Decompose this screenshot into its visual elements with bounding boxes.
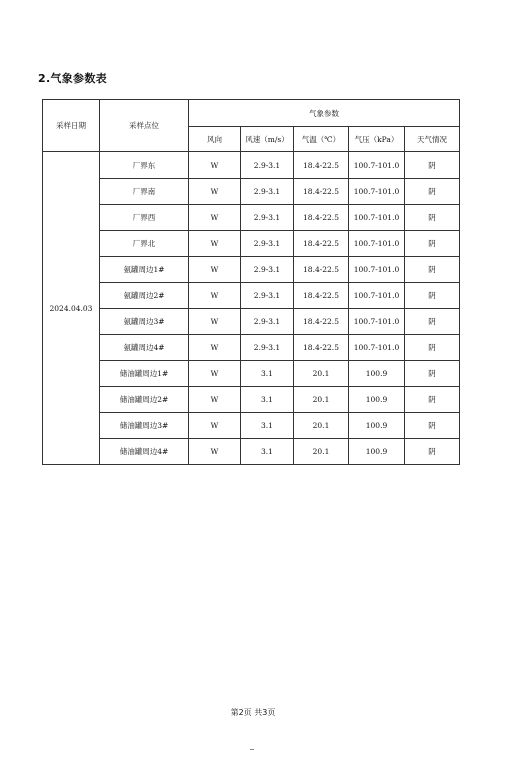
wind-speed-cell: 2.9-3.1 [241,231,294,257]
wind-speed-cell: 2.9-3.1 [241,152,294,179]
temperature-cell: 18.4-22.5 [294,231,349,257]
wind-speed-cell: 2.9-3.1 [241,179,294,205]
header-weather: 天气情况 [405,127,460,152]
temperature-cell: 20.1 [294,361,349,387]
table-row [43,152,460,179]
temperature-cell: 18.4-22.5 [294,309,349,335]
wind-direction-cell: W [189,361,241,387]
temperature-cell: 18.4-22.5 [294,257,349,283]
table-row [43,439,460,465]
wind-direction-cell: W [189,387,241,413]
wind-speed-cell: 3.1 [241,439,294,465]
table-row [43,387,460,413]
wind-direction-cell: W [189,283,241,309]
table-row [43,283,460,309]
wind-speed-cell: 2.9-3.1 [241,257,294,283]
pressure-cell: 100.7-101.0 [349,231,405,257]
wind-speed-cell: 2.9-3.1 [241,205,294,231]
weather-cell: 阴 [405,387,460,413]
table-row [43,231,460,257]
header-sampling-date: 采样日期 [43,100,100,152]
scan-mark [250,749,254,750]
wind-direction-cell: W [189,179,241,205]
header-meteorological-parameters: 气象参数 [189,100,460,127]
wind-speed-cell: 3.1 [241,387,294,413]
weather-cell: 阴 [405,283,460,309]
wind-direction-cell: W [189,413,241,439]
wind-speed-cell: 2.9-3.1 [241,309,294,335]
pressure-cell: 100.9 [349,439,405,465]
sampling-point-cell: 厂界东 [100,152,189,179]
pressure-cell: 100.9 [349,387,405,413]
meteorological-parameters-table [42,99,460,465]
sampling-point-cell: 厂界西 [100,205,189,231]
weather-cell: 阴 [405,335,460,361]
pressure-cell: 100.7-101.0 [349,257,405,283]
header-row-1 [43,100,460,127]
temperature-cell: 20.1 [294,413,349,439]
wind-direction-cell: W [189,152,241,179]
table-row [43,413,460,439]
header-temperature: 气温（℃） [294,127,349,152]
header-wind-speed: 风速（m/s） [241,127,294,152]
sampling-point-cell: 氨罐周边2# [100,283,189,309]
sampling-point-cell: 储油罐周边4# [100,439,189,465]
pressure-cell: 100.9 [349,361,405,387]
header-wind-direction: 风向 [189,127,241,152]
pressure-cell: 100.7-101.0 [349,179,405,205]
wind-speed-cell: 3.1 [241,413,294,439]
wind-direction-cell: W [189,205,241,231]
weather-cell: 阴 [405,413,460,439]
sampling-point-cell: 氨罐周边4# [100,335,189,361]
weather-cell: 阴 [405,439,460,465]
pressure-cell: 100.7-101.0 [349,283,405,309]
table-row [43,205,460,231]
section-title: 2.气象参数表 [38,72,107,85]
page-footer: 第2页 共3页 [230,708,276,717]
pressure-cell: 100.7-101.0 [349,152,405,179]
wind-direction-cell: W [189,257,241,283]
weather-cell: 阴 [405,152,460,179]
wind-speed-cell: 2.9-3.1 [241,283,294,309]
table-row [43,309,460,335]
sampling-point-cell: 储油罐周边2# [100,387,189,413]
weather-cell: 阴 [405,257,460,283]
wind-direction-cell: W [189,309,241,335]
table-row [43,335,460,361]
pressure-cell: 100.7-101.0 [349,205,405,231]
header-sampling-point: 采样点位 [100,100,189,152]
sampling-point-cell: 厂界北 [100,231,189,257]
table-body [43,152,460,465]
wind-speed-cell: 3.1 [241,361,294,387]
temperature-cell: 20.1 [294,439,349,465]
table-row [43,257,460,283]
temperature-cell: 20.1 [294,387,349,413]
temperature-cell: 18.4-22.5 [294,335,349,361]
weather-cell: 阴 [405,179,460,205]
table-row [43,361,460,387]
weather-cell: 阴 [405,231,460,257]
weather-cell: 阴 [405,309,460,335]
header-pressure: 气压（kPa） [349,127,405,152]
sampling-point-cell: 氨罐周边1# [100,257,189,283]
pressure-cell: 100.7-101.0 [349,335,405,361]
temperature-cell: 18.4-22.5 [294,283,349,309]
temperature-cell: 18.4-22.5 [294,205,349,231]
sampling-point-cell: 氨罐周边3# [100,309,189,335]
sampling-point-cell: 储油罐周边1# [100,361,189,387]
pressure-cell: 100.9 [349,413,405,439]
pressure-cell: 100.7-101.0 [349,309,405,335]
wind-direction-cell: W [189,439,241,465]
wind-direction-cell: W [189,231,241,257]
weather-cell: 阴 [405,205,460,231]
wind-direction-cell: W [189,335,241,361]
weather-cell: 阴 [405,361,460,387]
sampling-date-cell: 2024.04.03 [43,152,100,465]
temperature-cell: 18.4-22.5 [294,179,349,205]
sampling-point-cell: 厂界南 [100,179,189,205]
temperature-cell: 18.4-22.5 [294,152,349,179]
sampling-point-cell: 储油罐周边3# [100,413,189,439]
table-row [43,179,460,205]
wind-speed-cell: 2.9-3.1 [241,335,294,361]
